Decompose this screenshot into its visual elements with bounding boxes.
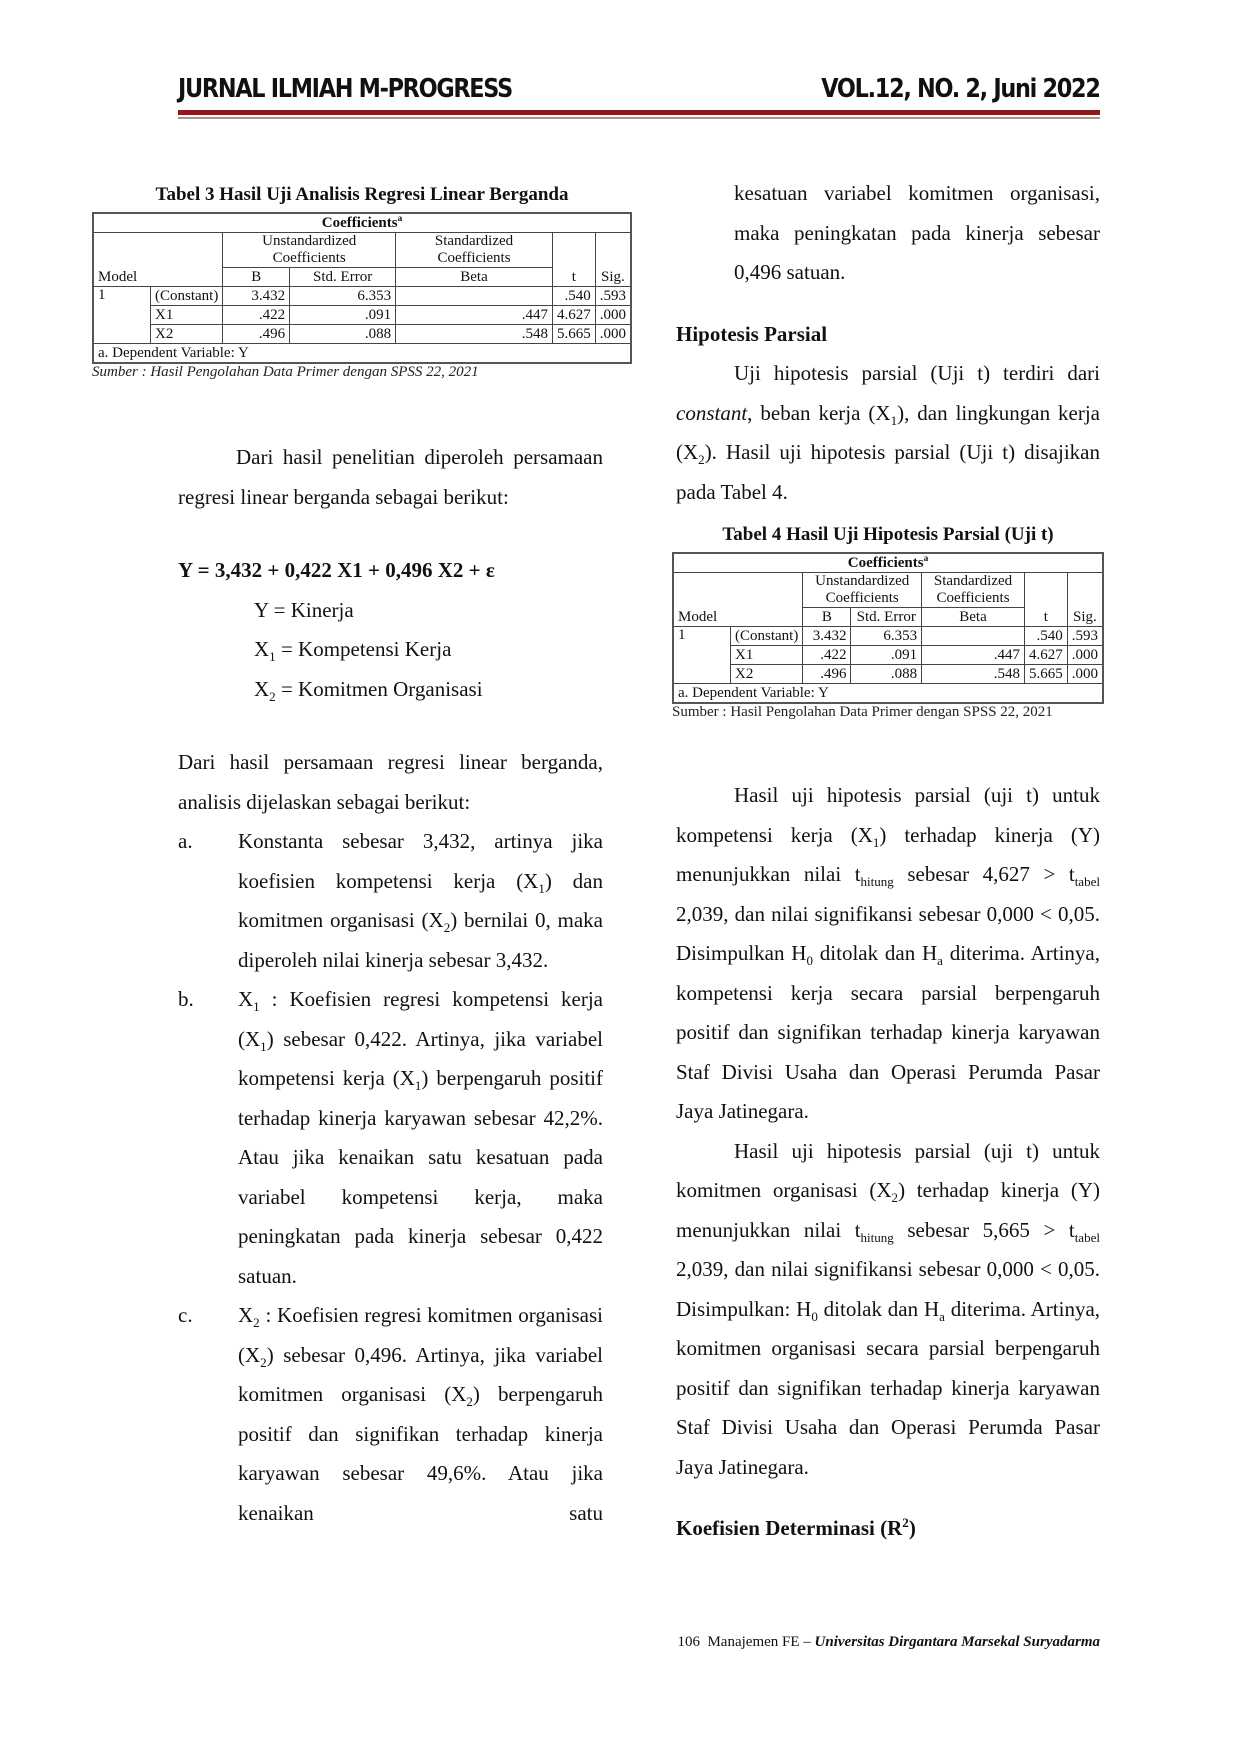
- list-marker: a.: [178, 829, 193, 853]
- sig-header: Sig.: [1067, 573, 1103, 627]
- dependent-variable-note: a. Dependent Variable: Y: [93, 344, 631, 364]
- unstandardized-header: Unstandardized Coefficients: [803, 573, 922, 608]
- right-column: [676, 174, 1100, 1549]
- stderr-header: Std. Error: [851, 608, 922, 627]
- row-name: X1: [731, 646, 803, 665]
- cell-b: .422: [803, 646, 851, 665]
- cell-sig: .000: [1067, 665, 1103, 684]
- list-marker: c.: [178, 1303, 193, 1327]
- cell-b: 3.432: [223, 287, 290, 306]
- beta-header: Beta: [396, 268, 553, 287]
- cell-se: .088: [290, 325, 396, 344]
- model-header: Model: [93, 233, 223, 287]
- cell-t: 5.665: [552, 325, 595, 344]
- cell-b: .496: [803, 665, 851, 684]
- definition-x2: $X_2$ = Komitmen Organisasi: [254, 676, 483, 704]
- cell-t: 4.627: [1024, 646, 1067, 665]
- intro-paragraph: Dari hasil penelitian diperoleh persamaan regresi linear berganda sebagai berikut:: [178, 445, 603, 509]
- cell-sig: .593: [1067, 627, 1103, 646]
- unstandardized-header: Unstandardized Coefficients: [223, 233, 396, 268]
- continued-paragraph: kesatuan variabel komitmen organisasi, maka peningkatan pada kinerja sebesar 0,496 satuan.: [734, 181, 1100, 284]
- footer-department: Manajemen FE –: [707, 1634, 815, 1650]
- t-header: t: [1024, 573, 1067, 627]
- list-marker: b.: [178, 987, 194, 1011]
- dependent-variable-note: a. Dependent Variable: Y: [673, 684, 1103, 704]
- cell-se: 6.353: [851, 627, 922, 646]
- table-caption: Coefficients$^a$: [673, 553, 1103, 573]
- cell-t: .540: [552, 287, 595, 306]
- cell-se: .091: [290, 306, 396, 325]
- cell-b: 3.432: [803, 627, 851, 646]
- left-column: [178, 438, 603, 1533]
- cell-beta: .447: [922, 646, 1025, 665]
- cell-se: .091: [851, 646, 922, 665]
- cell-beta: .548: [922, 665, 1025, 684]
- b-header: B: [223, 268, 290, 287]
- analysis-intro: Dari hasil persamaan regresi linear berganda, analisis dijelaskan sebagai berikut:: [178, 750, 603, 814]
- row-name: X2: [731, 665, 803, 684]
- table-row: [93, 325, 631, 344]
- journal-title: JURNAL ILMIAH M-PROGRESS: [178, 74, 512, 104]
- list-item-b: b. $X_1$ : Koefisien regresi kompetensi kerja $(X_1)$ sebesar 0,422. Artinya, jika variabel kompetensi kerja $(X_1)$ berpengaruh positif terhadap kinerja karyawan sebesar 42,2%. Atau jika kenaikan satu kesatuan pada variabel kompetensi kerja, maka peningkatan pada kinerja sebesar 0,422 satuan.: [178, 980, 603, 1296]
- sig-header: Sig.: [595, 233, 631, 287]
- table-row: [93, 306, 631, 325]
- section-heading-r2: Koefisien Determinasi $(R^2)$: [676, 1515, 916, 1540]
- list-item-a: a. Konstanta sebesar 3,432, artinya jika koefisien kompetensi kerja $(X_1)$ dan komitmen organisasi $(X_2)$ bernilai 0, maka diperoleh nilai kinerja sebesar 3,432.: [178, 822, 603, 980]
- model-number: 1: [93, 287, 151, 344]
- b-header: B: [803, 608, 851, 627]
- row-name: (Constant): [731, 627, 803, 646]
- table-3: [92, 184, 632, 381]
- table-3-grid: [92, 212, 632, 364]
- t-header: t: [552, 233, 595, 287]
- row-name: X2: [151, 325, 223, 344]
- cell-sig: .000: [595, 306, 631, 325]
- table-3-title: Tabel 3 Hasil Uji Analisis Regresi Linear Berganda: [155, 184, 569, 205]
- standardized-header: Standardized Coefficients: [922, 573, 1025, 608]
- model-number: 1: [673, 627, 731, 684]
- definition-y: Y = Kinerja: [254, 597, 354, 622]
- cell-b: .422: [223, 306, 290, 325]
- footer-university: Universitas Dirgantara Marsekal Suryadarma: [814, 1634, 1100, 1650]
- page-header: [178, 74, 1100, 114]
- header-rule-grey: [178, 117, 1100, 119]
- cell-sig: .000: [595, 325, 631, 344]
- page-footer: [677, 1634, 1100, 1651]
- cell-t: 4.627: [552, 306, 595, 325]
- beta-header: Beta: [922, 608, 1025, 627]
- row-name: X1: [151, 306, 223, 325]
- model-header: Model: [673, 573, 803, 627]
- stderr-header: Std. Error: [290, 268, 396, 287]
- partial-intro: Uji hipotesis parsial (Uji t) terdiri dari constant, beban kerja $(X_1)$, dan lingkungan kerja $(X_2)$. Hasil uji hipotesis parsial (Uji t) disajikan pada Tabel 4.: [676, 361, 1100, 504]
- table-4-title: Tabel 4 Hasil Uji Hipotesis Parsial (Uji t): [722, 524, 1054, 545]
- cell-se: 6.353: [290, 287, 396, 306]
- table-3-source: Sumber : Hasil Pengolahan Data Primer dengan SPSS 22, 2021: [92, 364, 479, 380]
- definition-x1: $X_1$ = Kompetensi Kerja: [254, 637, 452, 665]
- section-heading-partial: Hipotesis Parsial: [676, 321, 828, 346]
- table-4-spacer: [676, 512, 1100, 776]
- cell-beta: .548: [396, 325, 553, 344]
- cell-b: .496: [223, 325, 290, 344]
- header-rule-red: [178, 110, 1100, 115]
- regression-equation: Y = 3,432 + 0,422 X1 + 0,496 X2 + ε: [178, 558, 495, 582]
- cell-se: .088: [851, 665, 922, 684]
- result-paragraph-x1: Hasil uji hipotesis parsial (uji t) untuk kompetensi kerja $(X_1)$ terhadap kinerja (Y) menunjukkan nilai $t_{hitung}$ sebesar $4,627 > t_{tabel}$ 2,039, dan nilai signifikansi sebesar 0,000 < 0,05. Disimpulkan $H_0$ ditolak dan $H_a$ diterima. Artinya, kompetensi kerja secara parsial berpengaruh positif dan signifikan terhadap kinerja karyawan Staf Divisi Usaha dan Operasi Perumda Pasar Jaya Jatinegara.: [676, 783, 1100, 1123]
- cell-beta: [396, 287, 553, 306]
- table-caption: Coefficients$^a$: [93, 213, 631, 233]
- standardized-header: Standardized Coefficients: [396, 233, 553, 268]
- page-number: 106: [677, 1634, 700, 1650]
- cell-sig: .000: [1067, 646, 1103, 665]
- table-4-source: Sumber : Hasil Pengolahan Data Primer dengan SPSS 22, 2021: [672, 704, 1053, 720]
- list-item-c: c. $X_2$ : Koefisien regresi komitmen organisasi $(X_2)$ sebesar 0,496. Artinya, jika variabel komitmen organisasi $(X_2)$ berpengaruh positif dan signifikan terhadap kinerja karyawan sebesar 49,6%. Atau jika kenaikan satu: [178, 1296, 603, 1533]
- journal-volume: VOL.12, NO. 2, Juni 2022: [821, 74, 1100, 104]
- cell-sig: .593: [595, 287, 631, 306]
- cell-beta: .447: [396, 306, 553, 325]
- row-name: (Constant): [151, 287, 223, 306]
- table-row: [93, 287, 631, 306]
- cell-t: .540: [1024, 627, 1067, 646]
- result-paragraph-x2: Hasil uji hipotesis parsial (uji t) untuk komitmen organisasi $(X_2)$ terhadap kinerja (Y) menunjukkan nilai $t_{hitung}$ sebesar $5,665 > t_{tabel}$ 2,039, dan nilai signifikansi sebesar 0,000 < 0,05. Disimpulkan: $H_0$ ditolak dan $H_a$ diterima. Artinya, komitmen organisasi secara parsial berpengaruh positif dan signifikan terhadap kinerja karyawan Staf Divisi Usaha dan Operasi Perumda Pasar Jaya Jatinegara.: [676, 1138, 1101, 1479]
- cell-t: 5.665: [1024, 665, 1067, 684]
